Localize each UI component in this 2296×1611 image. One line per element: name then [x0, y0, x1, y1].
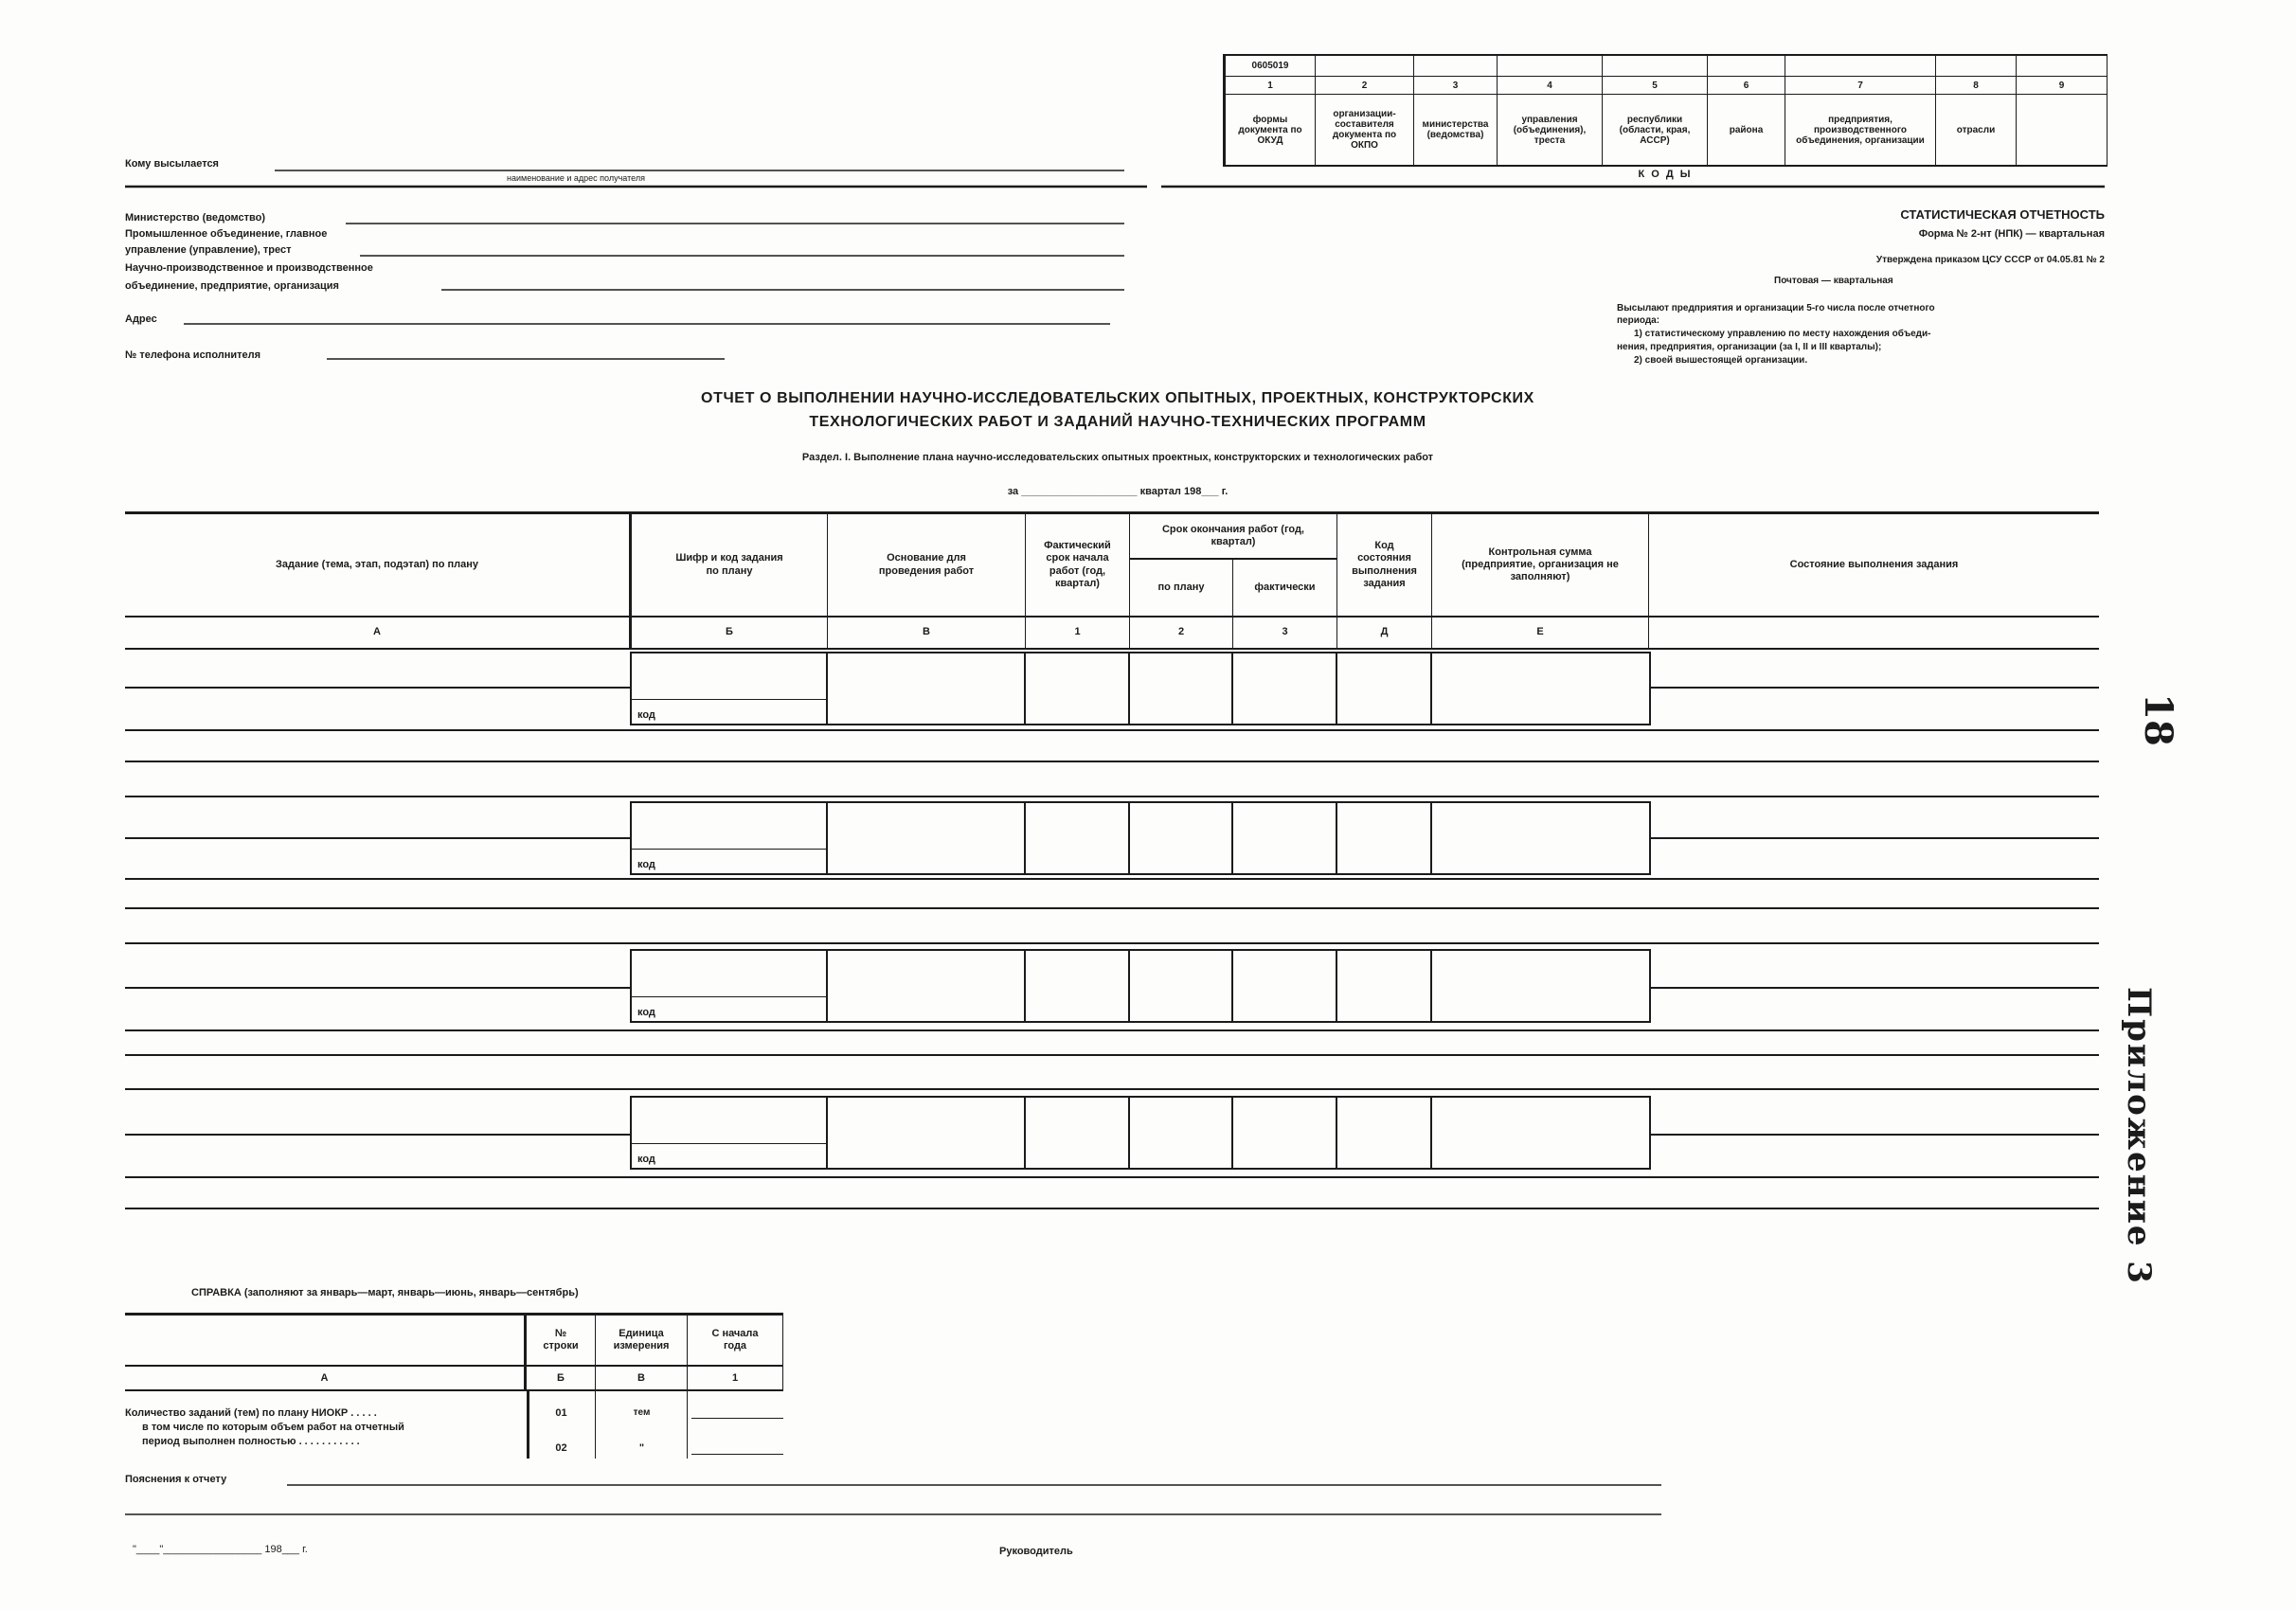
- reporting-postal: Почтовая — квартальная: [1774, 276, 1893, 286]
- report-period: за ____________________ квартал 198___ г.: [1007, 486, 1229, 497]
- code-label-empty: [2017, 95, 2108, 167]
- code-subcell: [632, 996, 826, 1021]
- task-code-cell: [632, 803, 828, 873]
- reference-row-label: период выполнен полностью . . . . . . . . . . .: [142, 1436, 360, 1447]
- recipient-label: Кому высылается: [125, 158, 219, 170]
- sender-union-label-line-2: управление (управление), трест: [125, 244, 292, 256]
- checksum-cell: [1432, 951, 1649, 1021]
- recipient-caption: наименование и адрес получателя: [507, 173, 645, 183]
- sender-npo-label-line-1: Научно-производственное и производственное: [125, 262, 373, 274]
- code-label-directorate: управления (объединения), треста: [1498, 95, 1603, 167]
- reference-letter-cell: Б: [527, 1367, 596, 1391]
- letter-cell: 3: [1233, 618, 1337, 650]
- notes-label: Пояснения к отчету: [125, 1474, 227, 1485]
- sender-npo-label-line-2: объединение, предприятие, организация: [125, 280, 339, 292]
- start-date-cell: [1026, 653, 1130, 724]
- letter-cell: Е: [1432, 618, 1649, 650]
- finish-actual-cell: [1233, 951, 1337, 1021]
- letter-cell: Д: [1337, 618, 1432, 650]
- reference-header-row-no: № строки: [527, 1316, 596, 1367]
- status-code-cell: [1337, 951, 1432, 1021]
- reporting-title: СТАТИСТИЧЕСКАЯ ОТЧЕТНОСТЬ: [1900, 207, 2105, 222]
- reference-ytd-blank: [691, 1454, 783, 1455]
- sender-address-label: Адрес: [125, 313, 157, 325]
- code-column-number: 3: [1414, 77, 1498, 95]
- reference-row-label: Количество заданий (тем) по плану НИОКР . . . . .: [125, 1407, 377, 1419]
- basis-cell: [828, 951, 1026, 1021]
- reference-ytd-blank: [691, 1418, 783, 1419]
- sender-phone-label: № телефона исполнителя: [125, 349, 261, 361]
- code-value-cell: [1708, 56, 1785, 77]
- report-title-line-2: ТЕХНОЛОГИЧЕСКИХ РАБОТ И ЗАДАНИЙ НАУЧНО-ТЕХНИЧЕСКИХ ПРОГРАММ: [809, 414, 1426, 430]
- finish-plan-cell: [1130, 653, 1233, 724]
- task-entry-group: [630, 1096, 1651, 1170]
- code-label-industry: отрасли: [1936, 95, 2017, 167]
- main-table-header: [125, 511, 2099, 650]
- header-basis: Основание для проведения работ: [828, 514, 1026, 618]
- code-column-number: 1: [1226, 77, 1316, 95]
- status-code-cell: [1337, 803, 1432, 873]
- letter-cell: А: [125, 618, 632, 650]
- code-column-number: 4: [1498, 77, 1603, 95]
- checksum-cell: [1432, 1098, 1649, 1168]
- code-value-cell: [2017, 56, 2108, 77]
- reporting-form: Форма № 2-нт (НПК) — квартальная: [1918, 228, 2105, 240]
- finish-actual-cell: [1233, 653, 1337, 724]
- form-code-cell: 0605019: [1226, 56, 1316, 77]
- task-entry-group: [630, 949, 1651, 1023]
- finish-plan-cell: [1130, 1098, 1233, 1168]
- reference-row-number: 01: [555, 1407, 567, 1419]
- code-subcell: [632, 849, 826, 873]
- status-code-cell: [1337, 653, 1432, 724]
- code-label-republic: республики (области, края, АССР): [1603, 95, 1708, 167]
- header-actual-start: Фактический срок начала работ (год, квартал): [1026, 514, 1130, 618]
- reference-header-indicator: [125, 1316, 527, 1367]
- reporting-approved: Утверждена приказом ЦСУ СССР от 04.05.81 № 2: [1875, 255, 2105, 265]
- code-label: код: [637, 1007, 655, 1018]
- header-status: Состояние выполнения задания: [1649, 514, 2099, 618]
- sender-union-label-line-1: Промышленное объединение, главное: [125, 228, 328, 240]
- reference-row-label: в том числе по которым объем работ на отчетный: [142, 1422, 404, 1433]
- code-label-enterprise: предприятия, производственного объединения, организации: [1785, 95, 1936, 167]
- footer-date: "____"_________________ 198___ г.: [133, 1544, 308, 1555]
- code-label: код: [637, 709, 655, 721]
- code-column-number: 2: [1316, 77, 1414, 95]
- report-section-title: Раздел. I. Выполнение плана научно-исследовательских опытных проектных, конструкторских и технологических работ: [801, 452, 1434, 463]
- reporting-send-line: периода:: [1617, 315, 1660, 326]
- code-column-number: 7: [1785, 77, 1936, 95]
- reference-letter-cell: 1: [688, 1367, 783, 1391]
- start-date-cell: [1026, 1098, 1130, 1168]
- finish-actual-cell: [1233, 1098, 1337, 1168]
- code-value-cell: [1498, 56, 1603, 77]
- code-column-number: 5: [1603, 77, 1708, 95]
- code-label-okpo: организации-составителя документа по ОКПО: [1316, 95, 1414, 167]
- code-value-cell: [1414, 56, 1498, 77]
- codes-table: [1223, 54, 2108, 167]
- code-value-cell: [1785, 56, 1936, 77]
- code-value-cell: [1603, 56, 1708, 77]
- reference-table: [125, 1313, 783, 1459]
- reference-letter-cell: В: [596, 1367, 688, 1391]
- basis-cell: [828, 1098, 1026, 1168]
- report-title-line-1: ОТЧЕТ О ВЫПОЛНЕНИИ НАУЧНО-ИССЛЕДОВАТЕЛЬСКИХ ОПЫТНЫХ, ПРОЕКТНЫХ, КОНСТРУКТОРСКИХ: [701, 390, 1534, 406]
- header-checksum: Контрольная сумма (предприятие, организация не заполняют): [1432, 514, 1649, 618]
- appendix-label: Приложение 3: [2120, 987, 2158, 1285]
- reference-title: СПРАВКА (заполняют за январь—март, январь—июнь, январь—сентябрь): [191, 1287, 579, 1298]
- reporting-send-line: 1) статистическому управлению по месту нахождения объеди-: [1634, 329, 1931, 339]
- reporting-send-line: Высылают предприятия и организации 5-го числа после отчетного: [1617, 303, 1935, 313]
- basis-cell: [828, 653, 1026, 724]
- code-column-number: 6: [1708, 77, 1785, 95]
- checksum-cell: [1432, 803, 1649, 873]
- finish-actual-cell: [1233, 803, 1337, 873]
- reporting-send-line: 2) своей вышестоящей организации.: [1634, 355, 1808, 366]
- header-finish-plan: по плану: [1130, 560, 1233, 618]
- code-label-ministry: министерства (ведомства): [1414, 95, 1498, 167]
- code-label: код: [637, 859, 655, 870]
- footer-signer-label: Руководитель: [999, 1546, 1073, 1557]
- start-date-cell: [1026, 803, 1130, 873]
- task-code-cell: [632, 653, 828, 724]
- letter-cell: 2: [1130, 618, 1233, 650]
- header-status-code: Код состояния выполнения задания: [1337, 514, 1432, 618]
- code-column-number: 8: [1936, 77, 2017, 95]
- code-label: код: [637, 1154, 655, 1165]
- reference-letter-cell: А: [125, 1367, 527, 1391]
- code-label-district: района: [1708, 95, 1785, 167]
- reporting-send-line: нения, предприятия, организации (за I, II и III кварталы);: [1617, 342, 1882, 352]
- sender-ministry-label: Министерство (ведомство): [125, 212, 266, 224]
- task-entry-group: [630, 801, 1651, 875]
- task-code-cell: [632, 1098, 828, 1168]
- header-task: Задание (тема, этап, подэтап) по плану: [125, 514, 632, 618]
- checksum-cell: [1432, 653, 1649, 724]
- task-code-cell: [632, 951, 828, 1021]
- letter-cell: В: [828, 618, 1026, 650]
- reference-row-number: 02: [555, 1442, 567, 1454]
- start-date-cell: [1026, 951, 1130, 1021]
- code-subcell: [632, 1143, 826, 1168]
- code-subcell: [632, 699, 826, 724]
- status-code-cell: [1337, 1098, 1432, 1168]
- code-value-cell: [1936, 56, 2017, 77]
- letter-cell: Б: [632, 618, 828, 650]
- code-column-number: 9: [2017, 77, 2108, 95]
- page-number: 18: [2136, 693, 2180, 746]
- header-task-code: Шифр и код задания по плану: [632, 514, 828, 618]
- task-entry-group: [630, 652, 1651, 725]
- reference-row-unit: тем: [633, 1407, 651, 1418]
- reference-header-ytd: С начала года: [688, 1316, 783, 1367]
- code-label-okud: формы документа по ОКУД: [1226, 95, 1316, 167]
- reference-row-unit: ": [638, 1442, 645, 1454]
- letter-cell-empty: [1649, 618, 2099, 650]
- codes-footer-label: К О Д Ы: [1638, 169, 1693, 180]
- finish-plan-cell: [1130, 803, 1233, 873]
- basis-cell: [828, 803, 1026, 873]
- letter-cell: 1: [1026, 618, 1130, 650]
- header-finish-actual: фактически: [1233, 560, 1337, 618]
- code-value-cell: [1316, 56, 1414, 77]
- finish-plan-cell: [1130, 951, 1233, 1021]
- reference-header-unit: Единица измерения: [596, 1316, 688, 1367]
- header-finish-date: Срок окончания работ (год, квартал): [1130, 514, 1337, 560]
